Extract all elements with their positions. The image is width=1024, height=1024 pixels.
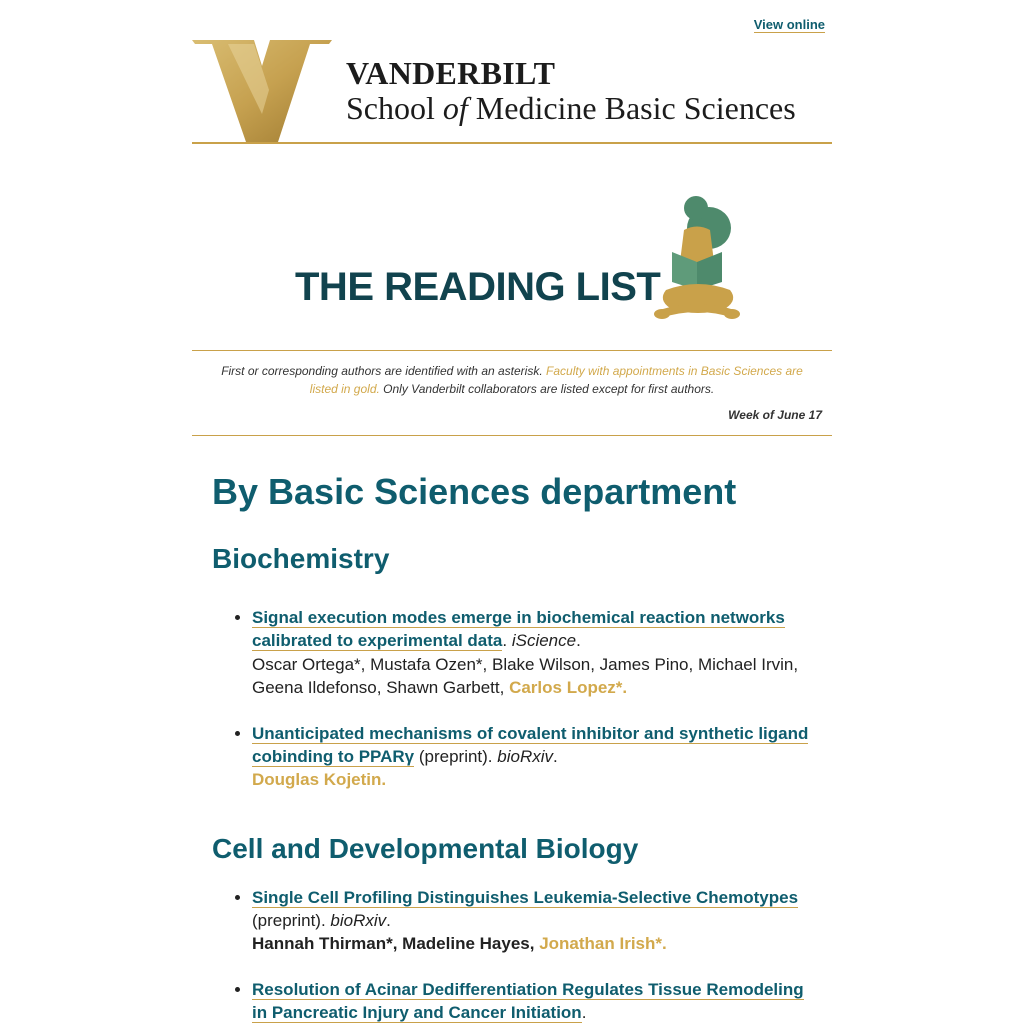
title-separator: . <box>502 631 512 651</box>
authors-gold: Carlos Lopez*. <box>509 677 628 697</box>
publication-item <box>252 886 812 956</box>
week-label: Week of June 17 <box>728 408 822 422</box>
author-list <box>252 934 667 953</box>
publication-title-link[interactable]: Unanticipated mechanisms of covalent inhibitor and synthetic ligand cobinding to PPARγ <box>252 723 809 766</box>
biochemistry-list <box>212 606 812 792</box>
legend-part1: First or corresponding authors are identified with an asterisk. <box>221 364 547 378</box>
authors-gold: Jonathan Irish*. <box>539 934 667 954</box>
wordmark-rest: Medicine Basic Sciences <box>467 90 796 126</box>
section-heading-cell-dev-bio: Cell and Developmental Biology <box>212 832 639 864</box>
publication-item <box>252 722 812 792</box>
journal-end: . <box>553 746 558 766</box>
header <box>192 40 832 144</box>
preprint-note: (preprint). <box>252 910 331 930</box>
department-heading: By Basic Sciences department <box>212 471 737 512</box>
author-list <box>252 770 386 789</box>
authors-plain: Hannah Thirman*, Madeline Hayes, <box>252 934 540 954</box>
author-list <box>252 655 798 697</box>
authors-gold: Douglas Kojetin. <box>252 770 387 790</box>
journal-end: . <box>581 1003 587 1023</box>
journal-end: . <box>386 910 391 930</box>
wordmark-school <box>346 90 796 127</box>
vanderbilt-v-logo <box>192 40 332 142</box>
legend-text <box>214 362 810 398</box>
cell-dev-bio-list <box>212 886 812 1024</box>
main-content <box>212 470 812 1024</box>
publication-item <box>252 606 812 699</box>
wordmark-school-word: School <box>346 90 443 126</box>
journal-end: . <box>576 631 581 651</box>
reading-list-banner <box>192 188 832 333</box>
preprint-note: (preprint). <box>414 746 498 766</box>
journal-name: bioRxiv <box>330 910 387 930</box>
journal-name: bioRxiv <box>497 746 554 766</box>
journal-name: iScience <box>511 631 577 651</box>
view-online-link[interactable]: View online <box>753 17 825 32</box>
reading-person-icon <box>654 190 744 330</box>
legend-note <box>192 350 832 436</box>
reading-list-title: THE READING LIST <box>295 265 661 309</box>
wordmark-vanderbilt: VANDERBILT <box>346 55 556 91</box>
legend-part3: Only Vanderbilt collaborators are listed except for first authors. <box>379 382 715 396</box>
publication-title-link[interactable]: Single Cell Profiling Distinguishes Leukemia-Selective Chemotypes <box>252 887 799 907</box>
section-heading-biochemistry: Biochemistry <box>212 543 390 574</box>
authors-plain: Oscar Ortega*, Mustafa Ozen*, Blake Wilson, James Pino, Michael Irvin, Geena Ildefonso, Shawn Garbett, <box>252 654 799 697</box>
publication-item <box>252 978 812 1024</box>
legend-gold-part: Faculty with appointments in Basic Sciences are listed in gold. <box>309 364 803 396</box>
publication-title-link[interactable]: Resolution of Acinar Dedifferentiation Regulates Tissue Remodeling in Pancreatic Injury and Cancer Initiation <box>252 979 804 1023</box>
publication-title-link[interactable]: Signal execution modes emerge in biochemical reaction networks calibrated to experimental data <box>252 608 785 651</box>
wordmark-of: of <box>442 90 468 126</box>
